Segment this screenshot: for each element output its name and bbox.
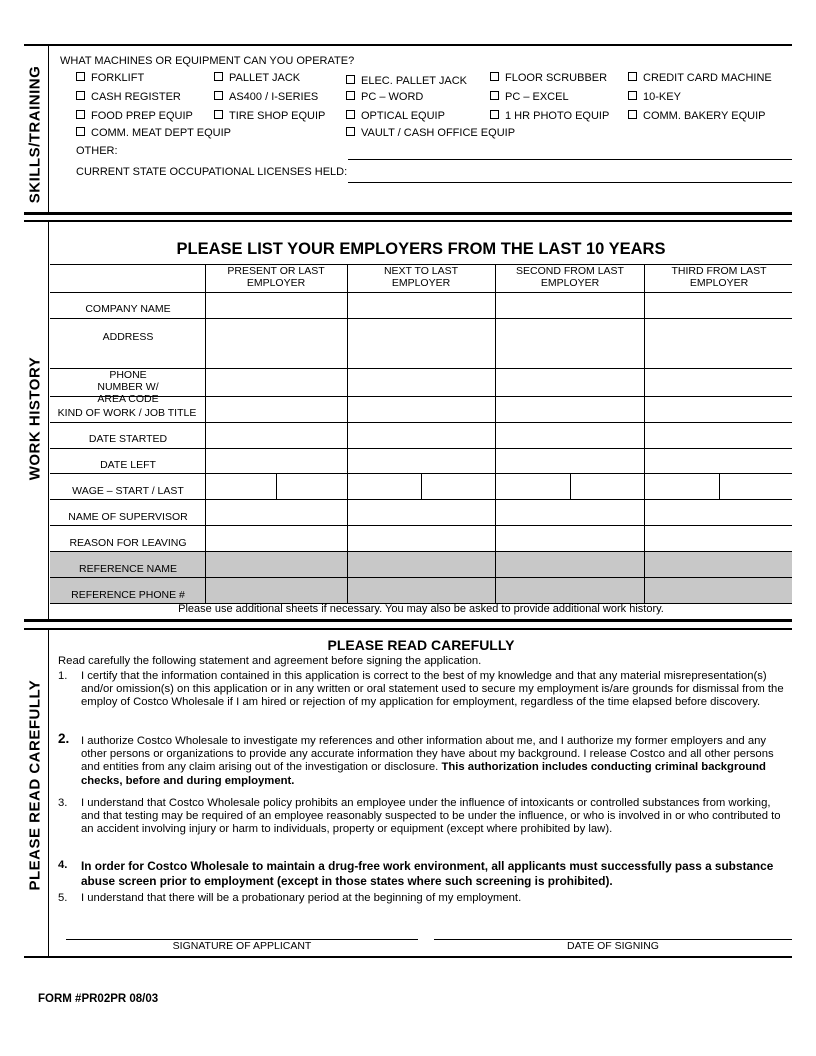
checkbox-tire-shop[interactable]: TIRE SHOP EQUIP bbox=[214, 110, 325, 122]
row-label: PHONE NUMBER W/ AREA CODE bbox=[97, 369, 159, 405]
checkbox-box[interactable] bbox=[346, 91, 355, 100]
column-header: THIRD FROM LAST EMPLOYER bbox=[671, 265, 767, 289]
licenses-field[interactable] bbox=[348, 182, 792, 183]
item-number: 5. bbox=[58, 892, 68, 904]
work-history-footnote: Please use additional sheets if necessary. You may also be asked to provide additional work history. bbox=[178, 603, 664, 615]
checkbox-box[interactable] bbox=[346, 75, 355, 84]
other-label: OTHER: bbox=[76, 145, 118, 157]
checkbox-cash-register[interactable]: CASH REGISTER bbox=[76, 91, 181, 103]
row-label: ADDRESS bbox=[102, 331, 154, 343]
checkbox-box[interactable] bbox=[628, 110, 637, 119]
checkbox-optical[interactable]: OPTICAL EQUIP bbox=[346, 110, 445, 122]
column-header: SECOND FROM LAST EMPLOYER bbox=[516, 265, 624, 289]
checkbox-as400[interactable]: AS400 / I-SERIES bbox=[214, 91, 318, 103]
checkbox-elec-pallet-jack[interactable]: ELEC. PALLET JACK bbox=[346, 75, 467, 87]
date-label: DATE OF SIGNING bbox=[567, 940, 659, 952]
checkbox-pc-word[interactable]: PC – WORD bbox=[346, 91, 423, 103]
checkbox-box[interactable] bbox=[490, 72, 499, 81]
other-field[interactable] bbox=[348, 159, 792, 160]
row-label: COMPANY NAME bbox=[85, 303, 171, 315]
row-label: REASON FOR LEAVING bbox=[69, 537, 187, 549]
checkbox-pc-excel[interactable]: PC – EXCEL bbox=[490, 91, 569, 103]
checkbox-10-key[interactable]: 10-KEY bbox=[628, 91, 681, 103]
item-number: 3. bbox=[58, 797, 68, 809]
item-number: 1. bbox=[58, 670, 68, 682]
agreement-item-2: I authorize Costco Wholesale to investigate my references and other information about me, and I authorize my former employers and any other persons or organizations to provide any accurate information they have about my background. I release Costco and all other persons and entities from any claim arising out of the investigation or disclosure. This authorization includes conducting criminal background checks, before and during employment. bbox=[81, 735, 774, 787]
agreement-item-1: I certify that the information contained in this application is correct to the best of my knowledge and that any material misrepresentation(s) and/or omission(s) on this application or in any written or oral statement used to secure my employment is/are grounds for dismissal from the employ of Costco Wholesale if I am hired or rejection of my application for employment, regardless of the time elapsed before discovery. bbox=[81, 670, 784, 709]
agreement-item-4: In order for Costco Wholesale to maintain a drug-free work environment, all applicants must successfully pass a substance abuse screen prior to employment (except in those states where such screening is prohibited). bbox=[81, 859, 774, 888]
row-label: DATE LEFT bbox=[100, 459, 156, 471]
checkbox-box[interactable] bbox=[346, 110, 355, 119]
item-number: 2. bbox=[58, 731, 70, 746]
checkbox-box[interactable] bbox=[490, 91, 499, 100]
checkbox-box[interactable] bbox=[490, 110, 499, 119]
column-header: NEXT TO LAST EMPLOYER bbox=[383, 265, 459, 289]
row-label: REFERENCE PHONE # bbox=[71, 589, 185, 601]
work-history-section-label: WORK HISTORY bbox=[26, 356, 44, 481]
checkbox-meat-dept[interactable]: COMM. MEAT DEPT EQUIP bbox=[76, 127, 231, 139]
agreement-title: PLEASE READ CAREFULLY bbox=[327, 637, 515, 653]
checkbox-forklift[interactable]: FORKLIFT bbox=[76, 72, 144, 84]
checkbox-pallet-jack[interactable]: PALLET JACK bbox=[214, 72, 300, 84]
checkbox-box[interactable] bbox=[628, 91, 637, 100]
checkbox-box[interactable] bbox=[76, 110, 85, 119]
checkbox-box[interactable] bbox=[76, 91, 85, 100]
checkbox-box[interactable] bbox=[628, 72, 637, 81]
checkbox-floor-scrubber[interactable]: FLOOR SCRUBBER bbox=[490, 72, 607, 84]
agreement-item-5: I understand that there will be a probationary period at the beginning of my employment. bbox=[81, 892, 522, 904]
item-number: 4. bbox=[58, 859, 68, 871]
row-label: DATE STARTED bbox=[88, 433, 168, 445]
checkbox-box[interactable] bbox=[76, 72, 85, 81]
work-history-title: PLEASE LIST YOUR EMPLOYERS FROM THE LAST 10 YEARS bbox=[176, 240, 666, 258]
row-label: KIND OF WORK / JOB TITLE bbox=[57, 407, 197, 419]
row-label: WAGE – START / LAST bbox=[72, 485, 184, 497]
agreement-item-2-bold: This authorization includes conducting criminal background checks, before and during employment. bbox=[81, 761, 766, 787]
checkbox-photo[interactable]: 1 HR PHOTO EQUIP bbox=[490, 110, 609, 122]
checkbox-box[interactable] bbox=[214, 72, 223, 81]
agreement-section-label: PLEASE READ CAREFULLY bbox=[26, 679, 44, 891]
checkbox-box[interactable] bbox=[346, 127, 355, 136]
checkbox-box[interactable] bbox=[214, 91, 223, 100]
form-number: FORM #PR02PR 08/03 bbox=[38, 993, 159, 1005]
equipment-question: WHAT MACHINES OR EQUIPMENT CAN YOU OPERATE? bbox=[60, 55, 355, 67]
row-label: NAME OF SUPERVISOR bbox=[68, 511, 188, 523]
checkbox-food-prep[interactable]: FOOD PREP EQUIP bbox=[76, 110, 193, 122]
checkbox-credit-card-machine[interactable]: CREDIT CARD MACHINE bbox=[628, 72, 772, 84]
agreement-item-3: I understand that Costco Wholesale policy prohibits an employee under the influence of intoxicants or controlled substances from working, and that testing may be required of an employee reasonably suspected to be under the influence, or who is involved in or who contributed to an accident involving injury or harm to individuals, property or equipment (except where prohibited by law). bbox=[81, 797, 781, 836]
signature-label: SIGNATURE OF APPLICANT bbox=[172, 940, 312, 952]
skills-section-label: SKILLS/TRAINING bbox=[26, 65, 44, 204]
checkbox-box[interactable] bbox=[76, 127, 85, 136]
column-header: PRESENT OR LAST EMPLOYER bbox=[227, 265, 325, 289]
checkbox-vault[interactable]: VAULT / CASH OFFICE EQUIP bbox=[346, 127, 515, 139]
checkbox-bakery[interactable]: COMM. BAKERY EQUIP bbox=[628, 110, 765, 122]
agreement-intro: Read carefully the following statement and agreement before signing the application. bbox=[58, 655, 482, 667]
row-label: REFERENCE NAME bbox=[78, 563, 177, 575]
licenses-label: CURRENT STATE OCCUPATIONAL LICENSES HELD: bbox=[76, 166, 348, 178]
checkbox-box[interactable] bbox=[214, 110, 223, 119]
